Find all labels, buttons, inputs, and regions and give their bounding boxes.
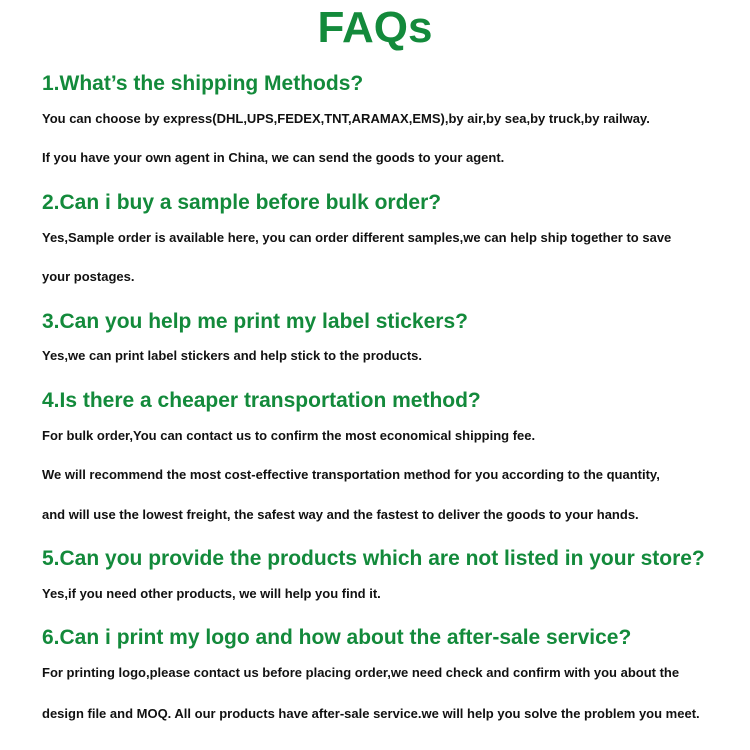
faq-answer-1-line-2: If you have your own agent in China, we can send the goods to your agent. — [42, 150, 505, 165]
faq-question-4: 4.Is there a cheaper transportation method? — [42, 389, 481, 412]
faq-question-3: 3.Can you help me print my label stickers? — [42, 310, 468, 333]
faq-answer-4-line-1: For bulk order,You can contact us to confirm the most economical shipping fee. — [42, 428, 536, 443]
faq-answer-2-line-2: your postages. — [42, 269, 135, 284]
faq-question-1: 1.What’s the shipping Methods? — [42, 72, 364, 95]
faq-answer-1-line-1: You can choose by express(DHL,UPS,FEDEX,TNT,ARAMAX,EMS),by air,by sea,by truck,by railway. — [42, 111, 650, 126]
faq-question-2: 2.Can i buy a sample before bulk order? — [42, 191, 442, 214]
page-title: FAQs — [317, 3, 433, 52]
faq-answer-4-line-3: and will use the lowest freight, the safest way and the fastest to deliver the goods to your hands. — [42, 507, 639, 522]
faq-answer-6-line-2: design file and MOQ. All our products have after-sale service.we will help you solve the problem you meet. — [42, 706, 700, 721]
faq-answer-5-line-1: Yes,if you need other products, we will help you find it. — [42, 586, 381, 601]
faq-answer-2-line-1: Yes,Sample order is available here, you can order different samples,we can help ship together to save — [42, 230, 672, 245]
faq-question-6: 6.Can i print my logo and how about the after-sale service? — [42, 626, 632, 649]
faq-answer-6-line-1: For printing logo,please contact us before placing order,we need check and confirm with you about the — [42, 665, 680, 680]
faq-question-5: 5.Can you provide the products which are not listed in your store? — [42, 547, 705, 570]
faq-answer-3-line-1: Yes,we can print label stickers and help stick to the products. — [42, 348, 423, 363]
faq-answer-4-line-2: We will recommend the most cost-effective transportation method for you according to the quantity, — [42, 467, 660, 482]
